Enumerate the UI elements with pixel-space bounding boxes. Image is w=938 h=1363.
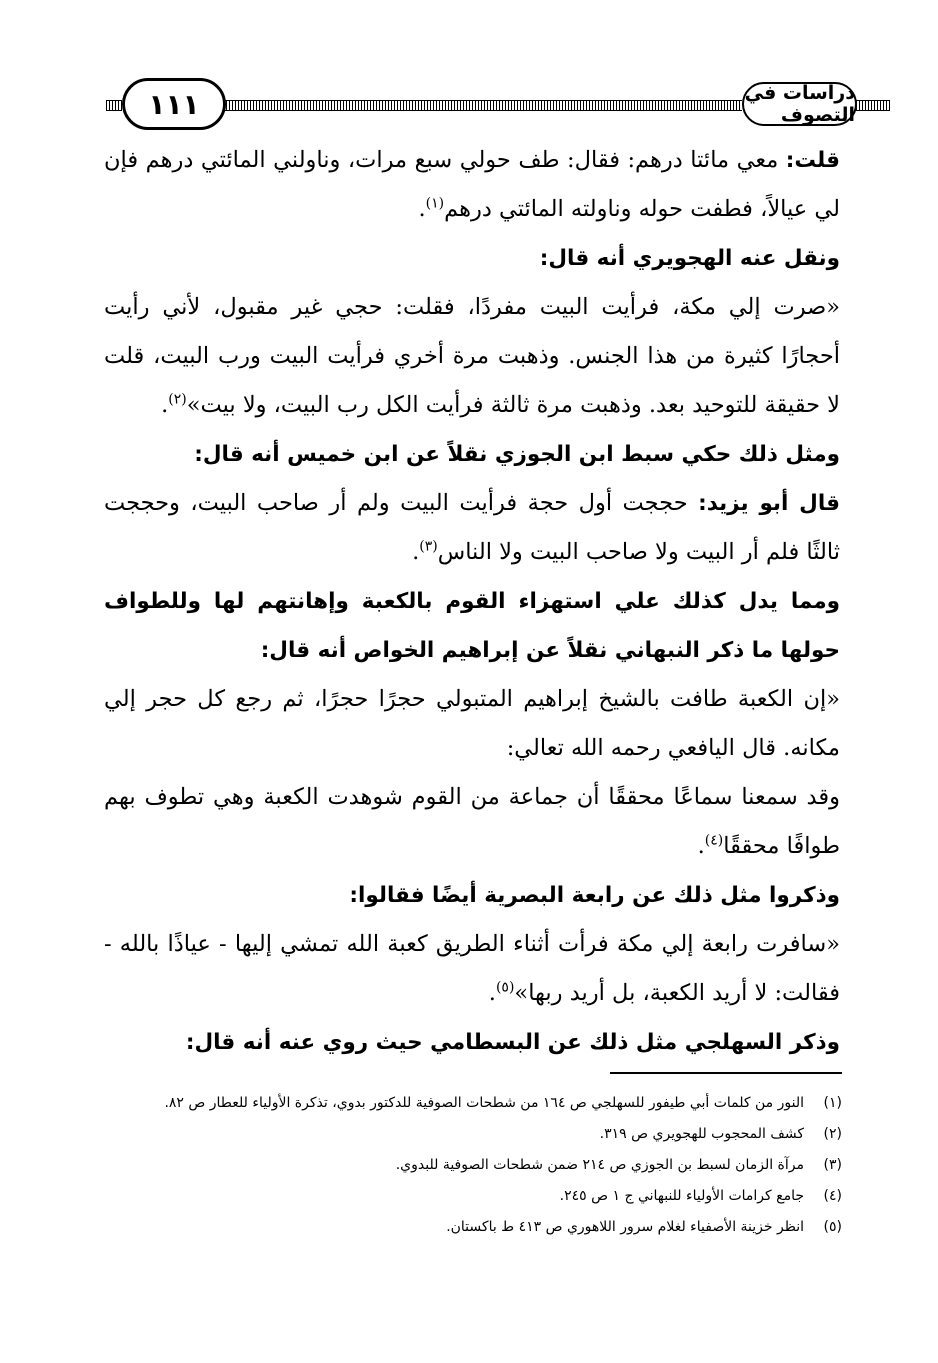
paragraph (104, 920, 840, 1018)
section-intro: وذكروا مثل ذلك عن رابعة البصرية أيضًا فقالوا: (349, 883, 840, 908)
section-intro: ونقل عنه الهجويري أنه قال: (539, 246, 840, 271)
paragraph-tail: . (412, 539, 420, 565)
paragraph-text: وقد سمعنا سماعًا محققًا أن جماعة من القوم شوهدت الكعبة وهي تطوف بهم طوافًا محققًا (104, 784, 840, 859)
footnote-item (104, 1212, 842, 1243)
footnote-label: (٤) (823, 1188, 842, 1204)
paragraph (104, 283, 840, 430)
footnote-label: (٢) (823, 1126, 842, 1142)
footnote-text: النور من كلمات أبي طيفور للسهلجي ص ١٦٤ من شطحات الصوفية للدكتور بدوي، تذكرة الأولياء للعطار ص ٨٢. (164, 1095, 804, 1111)
header-ornament-rule (853, 100, 890, 111)
paragraph-tail: . (161, 392, 169, 418)
paragraph-lead: قال أبو يزيد: (698, 491, 840, 516)
footnote-reference: (١) (425, 195, 445, 212)
footnote-text: انظر خزينة الأصفياء لغلام سرور اللاهوري ص ٤١٣ ط باكستان. (446, 1219, 804, 1235)
section-intro: ومثل ذلك حكي سبط ابن الجوزي نقلاً عن ابن خميس أنه قال: (194, 442, 840, 467)
paragraph-tail: . (697, 833, 705, 859)
footnote-text: كشف المحجوب للهجويري ص ٣١٩. (599, 1126, 804, 1142)
paragraph-tail: . (488, 980, 496, 1006)
paragraph (104, 136, 840, 234)
footnote-label: (١) (823, 1095, 842, 1111)
footnote-label: (٥) (823, 1219, 842, 1235)
paragraph-text: «صرت إلي مكة، فرأيت البيت مفردًا، فقلت: حجي غير مقبول، لأني رأيت أحجارًا كثيرة من هذا الجنس. وذهبت مرة أخري فرأيت البيت ورب البيت، قلت لا حقيقة للتوحيد بعد. وذهبت مرة ثالثة فرأيت الكل رب البيت، ولا بيت» (104, 294, 840, 418)
paragraph-text: «سافرت رابعة إلي مكة فرأت أثناء الطريق كعبة الله تمشي إليها - عياذًا بالله - فقالت: لا أريد الكعبة، بل أريد ربها» (104, 931, 840, 1006)
section-intro: وذكر السهلجي مثل ذلك عن البسطامي حيث روي عنه أنه قال: (185, 1030, 840, 1055)
body-text (104, 136, 840, 1067)
paragraph (104, 773, 840, 871)
footnote-reference: (٣) (419, 538, 438, 555)
footnote-text: مرآة الزمان لسبط بن الجوزي ص ٢١٤ ضمن شطحات الصوفية للبدوي. (395, 1157, 804, 1173)
paragraph (104, 479, 840, 577)
footnote-separator (610, 1072, 842, 1074)
footnote-reference: (٢) (168, 391, 187, 408)
header-ornament-rule (106, 100, 122, 111)
footnote-reference: (٥) (495, 979, 515, 996)
paragraph-text: حججت أول حجة فرأيت البيت ولم أر صاحب البيت، وحججت ثالثًا فلم أر البيت ولا صاحب البيت ولا الناس (104, 490, 840, 565)
paragraph-text: «إن الكعبة طافت بالشيخ إبراهيم المتبولي حجرًا حجرًا، ثم رجع كل حجر إلي مكانه. قال اليافعي رحمه الله تعالي: (104, 686, 840, 761)
paragraph (104, 675, 840, 773)
footnote-label: (٣) (823, 1157, 842, 1173)
footnote-reference: (٤) (704, 832, 724, 849)
footnote-item (104, 1150, 842, 1181)
footnote-item (104, 1181, 842, 1212)
paragraph-text: معي مائتا درهم: فقال: طف حولي سبع مرات، وناولني المائتي درهم فإن لي عيالاً، فطفت حوله وناولته المائتي درهم (104, 147, 840, 222)
footnote-item (104, 1119, 842, 1150)
section-intro: ومما يدل كذلك علي استهزاء القوم بالكعبة وإهانتهم لها وللطواف حولها ما ذكر النبهاني نقلاً عن إبراهيم الخواص أنه قال: (104, 589, 840, 663)
paragraph-tail: . (418, 196, 426, 222)
footnotes (104, 1088, 842, 1243)
running-title: دراسات في التصوف (742, 82, 857, 126)
page-number: ١١١ (122, 78, 226, 130)
footnote-text: جامع كرامات الأولياء للنبهاني ج ١ ص ٢٤٥. (559, 1188, 804, 1204)
paragraph-lead: قلت: (785, 148, 840, 173)
header-ornament-rule (220, 100, 742, 111)
footnote-item (104, 1088, 842, 1119)
page-header (106, 72, 892, 132)
